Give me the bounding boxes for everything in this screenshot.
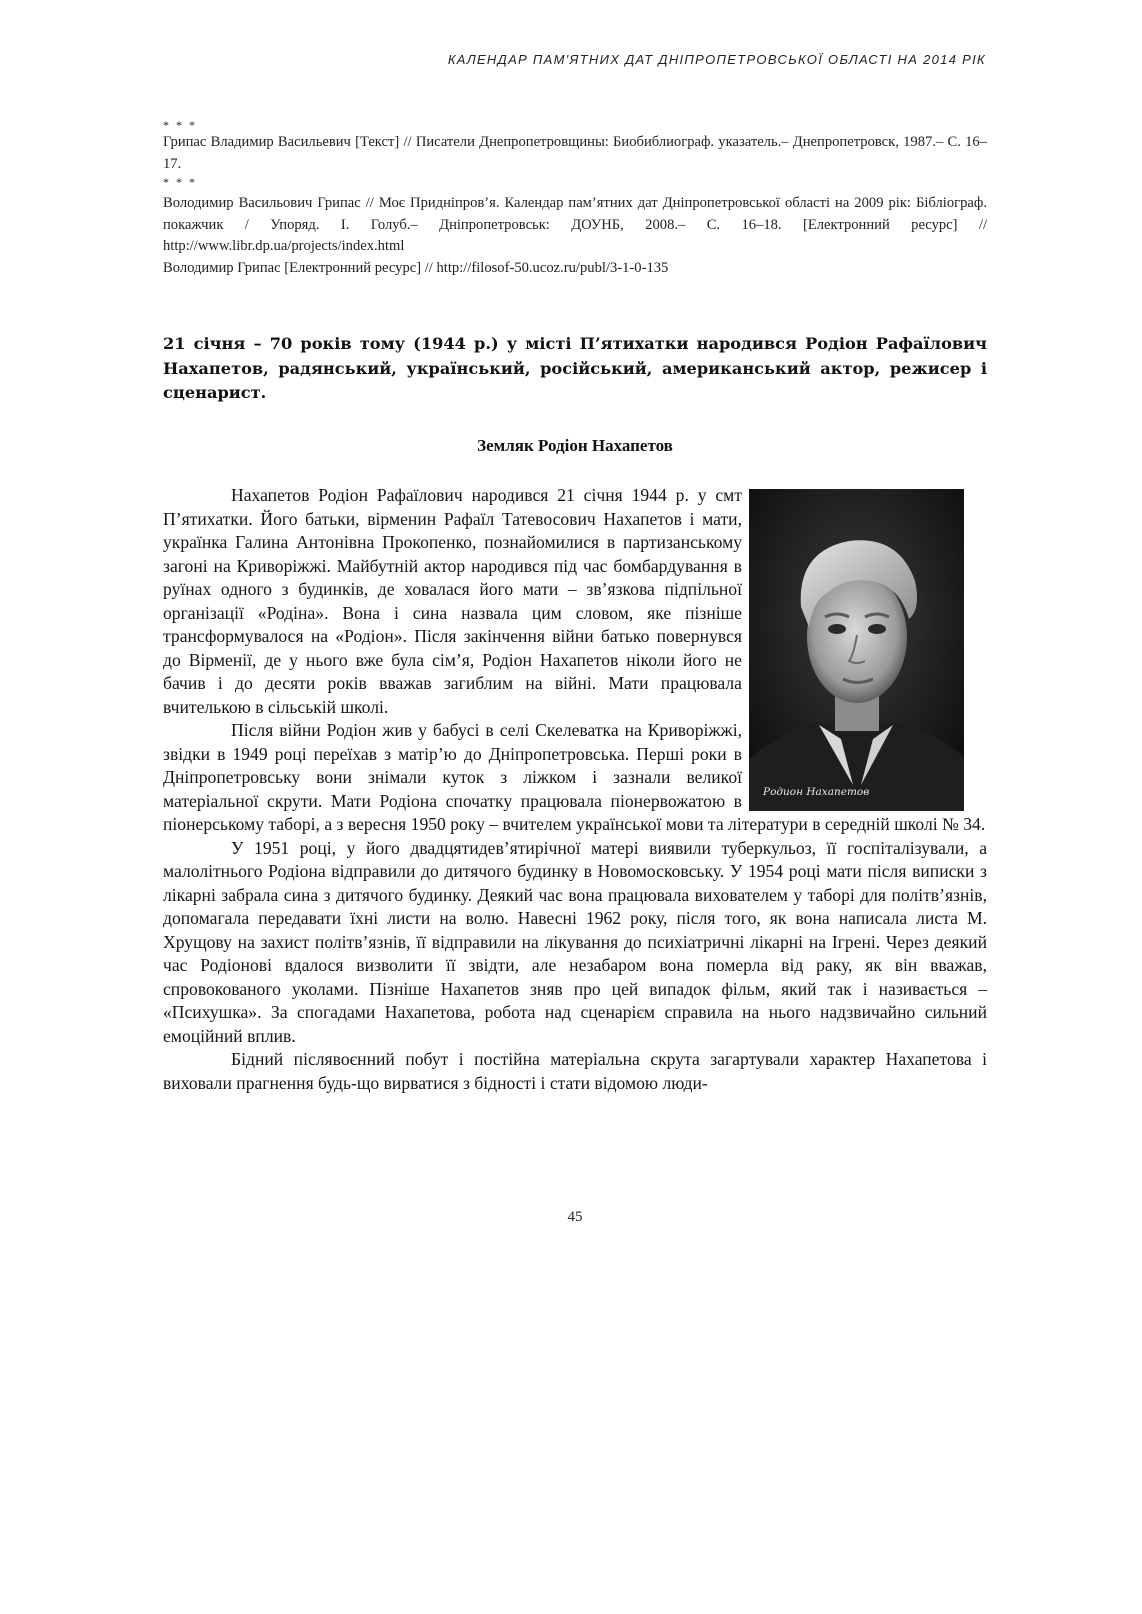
references-block <box>163 118 987 280</box>
running-header: КАЛЕНДАР ПАМ'ЯТНИХ ДАТ ДНІПРОПЕТРОВСЬКОЇ ОБЛАСТІ НА 2014 РІК <box>447 52 986 67</box>
separator-stars: * * * <box>163 118 197 132</box>
reference-item: Володимир Васильович Грипас // Моє Придніпров’я. Календар пам’ятних дат Дніпропетровської області на 2009 рік: Бібліограф. покажчик / Упоряд. І. Голуб.– Дніпропетровськ: ДОУНБ, 2008.– С. 16–18. [Електронний ресурс] // http://www.libr.dp.ua/projects/index.html <box>163 195 987 255</box>
photo-spacer <box>742 484 987 800</box>
section-title: Земляк Родіон Нахапетов <box>477 436 673 455</box>
page-number: 45 <box>567 1209 583 1225</box>
date-announcement: 21 січня – 70 років тому (1944 р.) у місті П’ятихатки народився Родіон Рафаїлович Нахапетов, радянський, український, російський, американський актор, режисер і сценарист. <box>163 334 987 403</box>
reference-item: Грипас Владимир Васильевич [Текст] // Писатели Днепропетровщины: Биобиблиограф. указатель.– Днепропетровск, 1987.– С. 16–17. <box>163 134 987 172</box>
paragraph: У 1951 році, у його двадцятидев’ятирічної матері виявили туберкульоз, її госпіталізували, а малолітнього Родіона відправили до дитячого будинку в Новомосковську. У 1954 році мати після виписки з лікарні забрала сина з дитячого будинку. Деякий час вона працювала вихователем у таборі для політв’язнів, допомагала передавати їхні листи на волю. Навесні 1962 року, після того, як вона написала листа М. Хрущову на захист політв’язнів, її відправили на лікування до психіатричні лікарні на Ігрені. Через деякий час Родіонові вдалося визволити її звідти, але незабаром вона померла від раку, як він вважав, спровокованого уколами. Пізніше Нахапетов зняв про цей випадок фільм, який так і називається – «Психушка». За спогадами Нахапетова, робота над сценарієм справила на нього надзвичайно сильний емоційний вплив. <box>163 837 987 1046</box>
separator-stars: * * * <box>163 175 197 190</box>
photo-caption: Родион Нахапетов <box>763 786 870 798</box>
article-body <box>163 484 987 1095</box>
paragraph: Бідний післявоєнний побут і постійна матеріальна скрута загартували характер Нахапетова і виховали прагнення будь-що вирватися з бідності і стати відомою люди- <box>163 1049 987 1093</box>
reference-item: Володимир Грипас [Електронний ресурс] // http://filosof-50.ucoz.ru/publ/3-1-0-135 <box>163 259 669 276</box>
paragraph: Нахапетов Родіон Рафаїлович народився 21 січня 1944 р. у смт П’ятихатки. Його батьки, вірменин Рафаїл Татевосович Нахапетов і мати, українка Галина Антонівна Прокопенко, познайомилися в партизанському загоні на Криворіжжі. Майбутній актор народився під час бомбардування в руїнах одного з будинків, де ховалася його мати – зв’язкова підпільної організації «Родіна». Вона і сина назвала цим словом, яке пізніше трансформувалося на «Родіон». Після закінчення війни батько повернувся до Вірменії, де у нього вже була сім’я, Родіон Нахапетов ніколи його не бачив і до десяти років вважав загиблим на війні. Мати працювала вчителькою в сільській школі. <box>163 485 742 717</box>
paragraph: Після війни Родіон жив у бабусі в селі Скелеватка на Криворіжжі, звідки в 1949 році переїхав з матір’ю до Дніпропетровська. Перші роки в Дніпропетровську вони знімали куток з ліжком і зазнали великої матеріальної скрути. Мати Родіона спочатку працювала піонервожатою в піонерському таборі, а з вересня 1950 року – вчителем української мови та літератури в середній школі № 34. <box>163 720 986 834</box>
